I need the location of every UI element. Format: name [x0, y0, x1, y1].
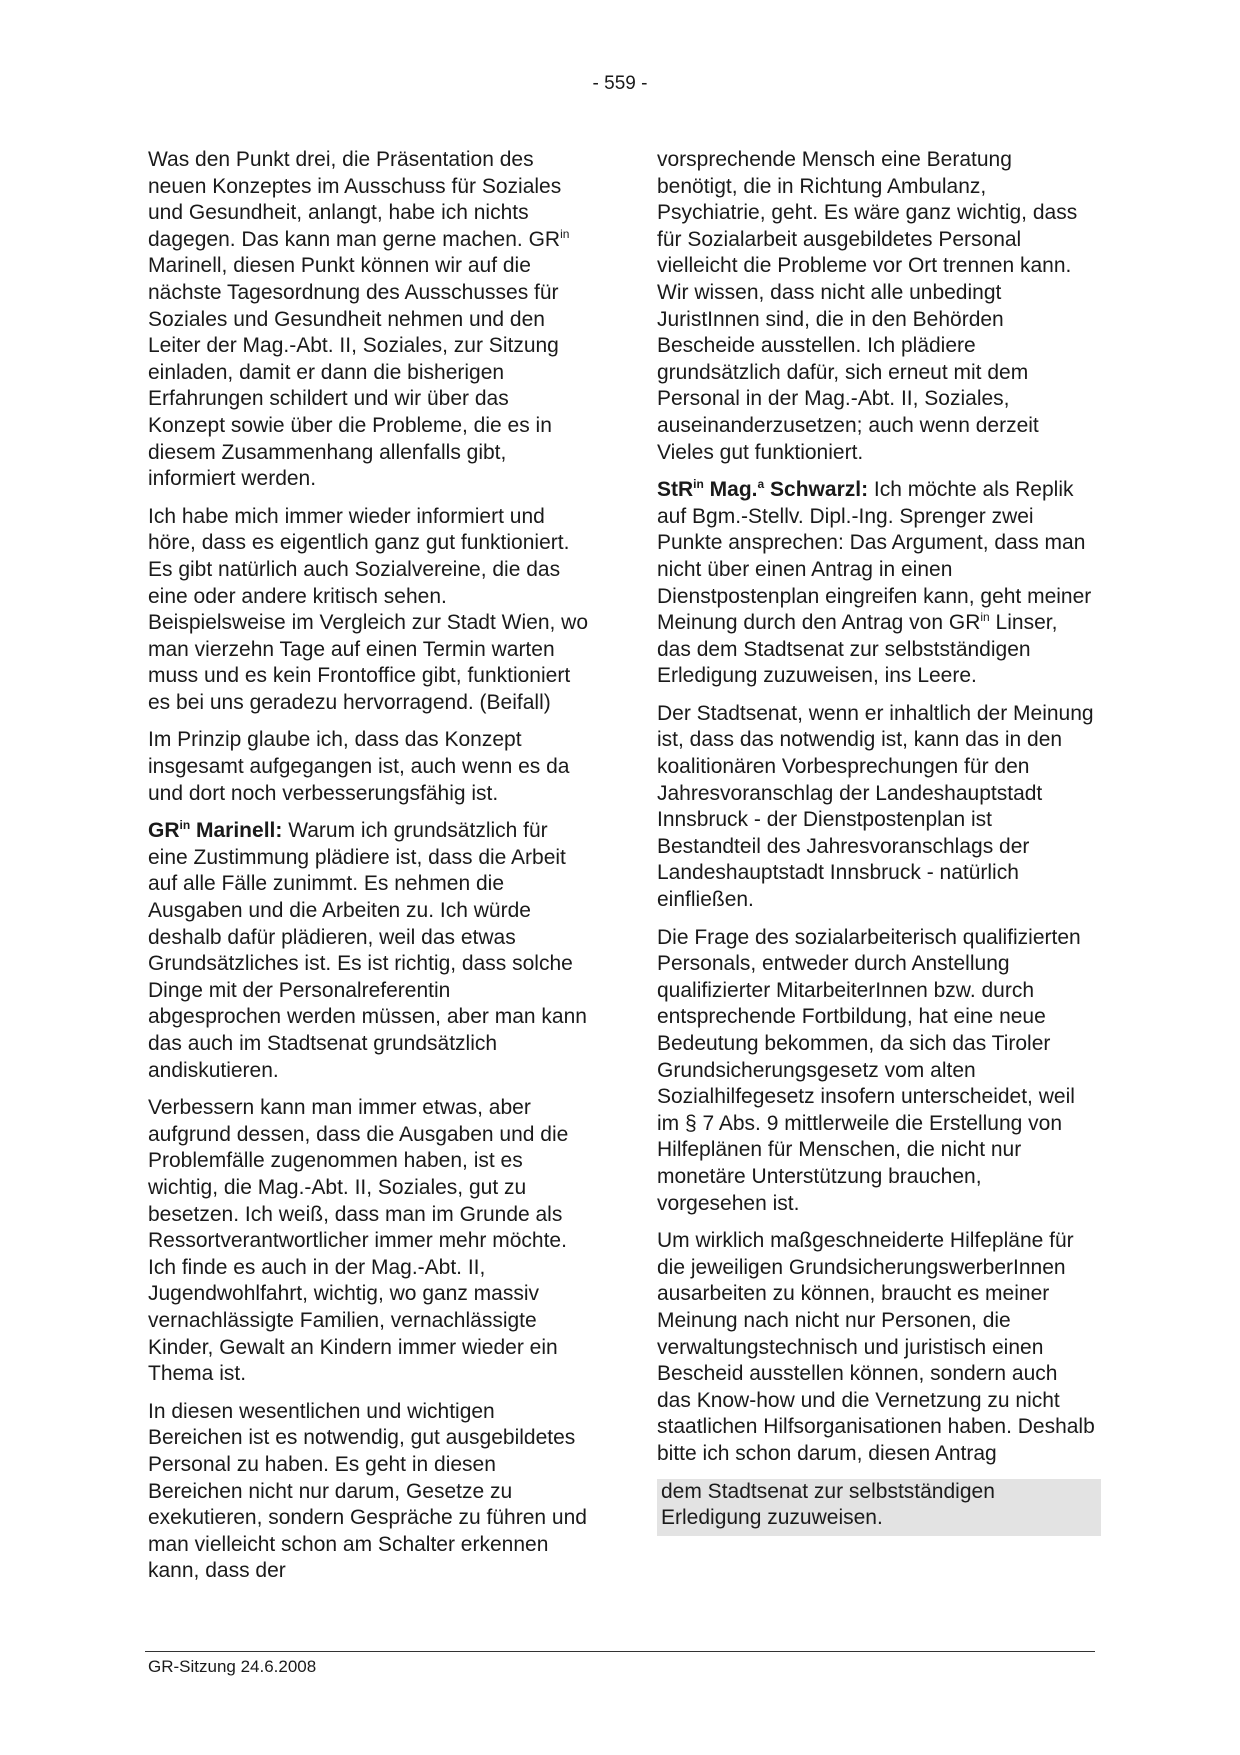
paragraph: Was den Punkt drei, die Präsentation des neuen Konzeptes im Ausschuss für Soziales und Gesundheit, anlangt, habe ich nichts dagegen. Das kann man gerne machen. $GR^{in}$ Marinell, diesen Punkt können wir auf die nächste Tagesordnung des Ausschusses für Soziales und Gesundheit nehmen und den Leiter der Mag.-Abt. II, Soziales, zur Sitzung einladen, damit er dann die bisherigen Erfahrungen schildert und wir über das Konzept sowie über die Probleme, die es in diesem Zusammenhang allenfalls gibt, informiert werden. [148, 148, 570, 491]
speaker-paragraph: StR$^{in}$ Mag.$^a$ Schwarzl: Ich möchte als Replik auf Bgm.-Stellv. Dipl.-Ing. Sprenger zwei Punkte ansprechen: Das Argument, dass man nicht über einen Antrag in einen Dienstpostenplan eingreifen kann, geht meiner Meinung durch den Antrag von $GR^{in}$ Linser, das dem Stadtsenat zur selbstständigen Erledigung zuzuweisen, ins Leere. [657, 477, 1092, 688]
footer-session-date: GR-Sitzung 24.6.2008 [148, 1657, 317, 1676]
paragraph: Die Frage des sozialarbeiterisch qualifizierten Personals, entweder durch Anstellung qualifizierter MitarbeiterInnen bzw. durch entsprechende Fortbildung, hat eine neue Bedeutung bekommen, da sich das Tiroler Grundsicherungsgesetz vom alten Sozialhilfegesetz insofern unterscheidet, weil im § 7 Abs. 9 mittlerweile die Erstellung von Hilfeplänen für Menschen, die nicht nur monetäre Unterstützung brauchen, vorgesehen ist. [657, 925, 1081, 1215]
paragraph: vorsprechende Mensch eine Beratung benötigt, die in Richtung Ambulanz, Psychiatrie, geht. Es wäre ganz wichtig, dass für Sozialarbeit ausgebildetes Personal vielleicht die Probleme vor Ort trennen kann. Wir wissen, dass nicht alle unbedingt JuristInnen sind, die in den Behörden Bescheide ausstellen. Ich plädiere grundsätzlich dafür, sich erneut mit dem Personal in der Mag.-Abt. II, Soziales, auseinanderzusetzen; auch wenn derzeit Vieles gut funktioniert. [657, 148, 1078, 464]
paragraph: Um wirklich maßgeschneiderte Hilfepläne für die jeweiligen GrundsicherungswerberInnen ausarbeiten zu können, braucht es meiner Meinung nach nicht nur Personen, die verwaltungstechnisch und juristisch einen Bescheid ausstellen können, sondern auch das Know-how und die Vernetzung zu nicht staatlichen Hilfsorganisationen haben. Deshalb bitte ich schon darum, diesen Antrag [657, 1229, 1095, 1465]
paragraph: Ich habe mich immer wieder informiert und höre, dass es eigentlich ganz gut funktioniert. Es gibt natürlich auch Sozialvereine, die das eine oder andere kritisch sehen. Beispielsweise im Vergleich zur Stadt Wien, wo man vierzehn Tage auf einen Termin warten muss und es kein Frontoffice gibt, funktioniert es bei uns geradezu hervorragend. (Beifall) [148, 504, 589, 714]
paragraph: In diesen wesentlichen und wichtigen Bereichen ist es notwendig, gut ausgebildetes Personal zu haben. Es geht in diesen Bereichen nicht nur darum, Gesetze zu exekutieren, sondern Gespräche zu führen und man vielleicht schon am Schalter erkennen kann, dass der [148, 1399, 587, 1583]
page-number: - 559 - [592, 73, 648, 94]
paragraph: Verbessern kann man immer etwas, aber aufgrund dessen, dass die Ausgaben und die Problemfälle zugenommen haben, ist es wichtig, die Mag.-Abt. II, Soziales, gut zu besetzen. Ich weiß, dass man im Grunde als Ressortverantwortlicher immer mehr möchte. Ich finde es auch in der Mag.-Abt. II, Jugendwohlfahrt, wichtig, wo ganz massiv vernachlässigte Familien, vernachlässigte Kinder, Gewalt an Kindern immer wieder ein Thema ist. [148, 1096, 569, 1386]
footer-divider [145, 1651, 1095, 1652]
paragraph: Im Prinzip glaube ich, dass das Konzept insgesamt aufgegangen ist, auch wenn es da und dort noch verbesserungsfähig ist. [148, 728, 570, 805]
speaker-name: $GR^{in}$ Marinell: [148, 818, 283, 843]
speaker-paragraph: $GR^{in}$ Marinell: Warum ich grundsätzlich für eine Zustimmung plädiere ist, dass die Arbeit auf alle Fälle zunimmt. Es nehmen die Ausgaben und die Arbeiten zu. Ich würde deshalb dafür plädieren, weil das etwas Grundsätzliches ist. Es ist richtig, dass solche Dinge mit der Personalreferentin abgesprochen werden müssen, aber man kann das auch im Stadtsenat grundsätzlich andiskutieren. [148, 818, 587, 1082]
right-column [657, 147, 1097, 1547]
highlighted-motion: dem Stadtsenat zur selbstständigen Erledigung zuzuweisen. [657, 1479, 1101, 1536]
left-column [148, 147, 588, 1596]
speaker-name: StR$^{in}$ Mag.$^a$ Schwarzl: [657, 477, 869, 502]
paragraph: Der Stadtsenat, wenn er inhaltlich der Meinung ist, dass das notwendig ist, kann das in den koalitionären Vorbesprechungen für den Jahresvoranschlag der Landeshauptstadt Innsbruck - der Dienstpostenplan ist Bestandteil des Jahresvoranschlags der Landeshauptstadt Innsbruck - natürlich einfließen. [657, 701, 1094, 912]
